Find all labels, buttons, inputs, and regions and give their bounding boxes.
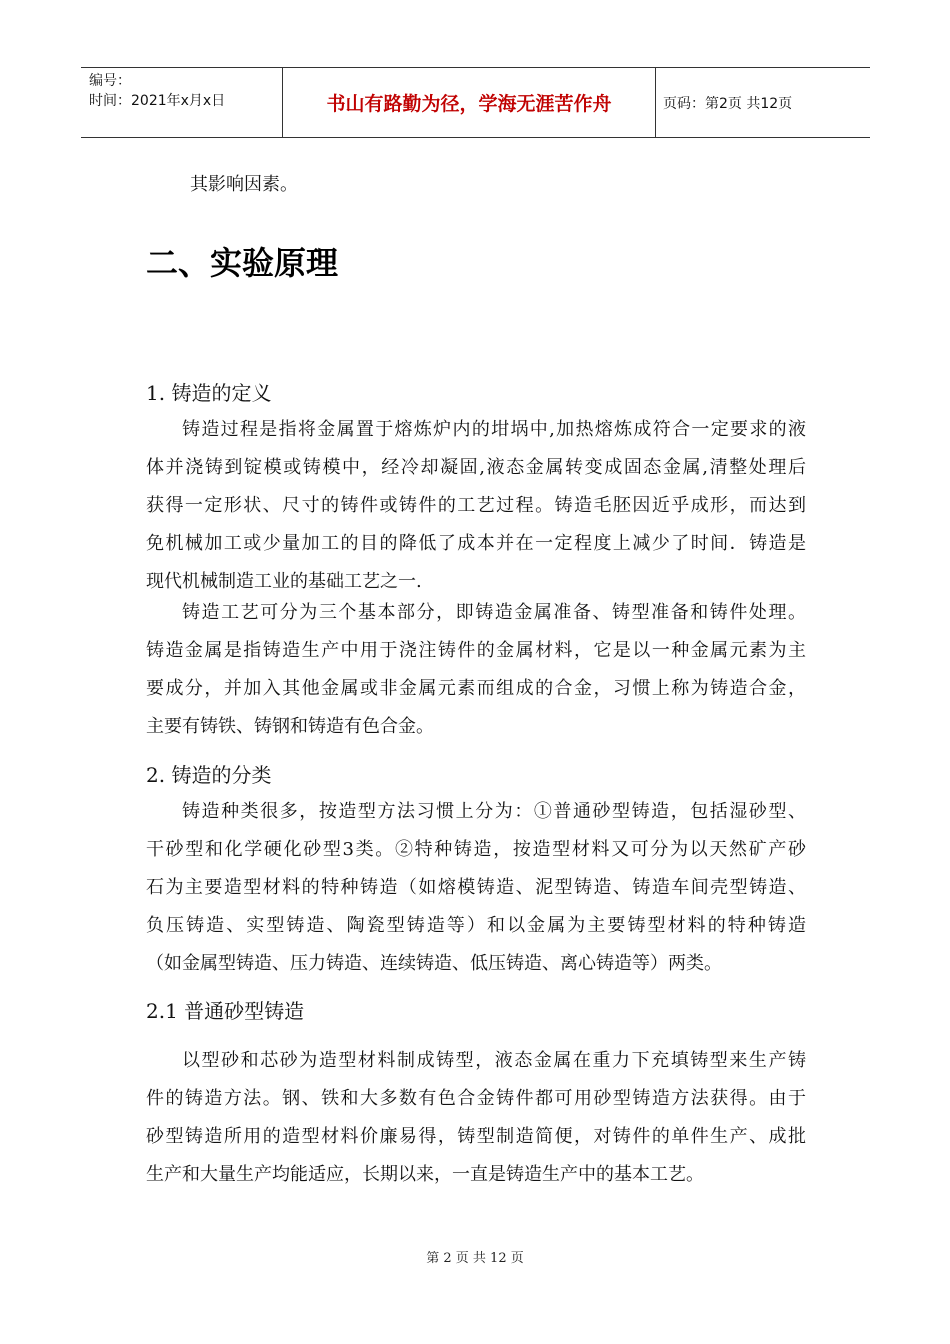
page-header — [81, 67, 870, 138]
paragraph-line: 干砂型和化学硬化砂型3类。②特种铸造，按造型材料又可分为以天然矿产砂 — [146, 839, 806, 860]
paragraph-line: 铸造种类很多，按造型方法习惯上分为：①普通砂型铸造，包括湿砂型、 — [182, 801, 806, 822]
header-page-info: 页码：第2页 共12页 — [663, 95, 793, 112]
subsection-heading-classification: 2. 铸造的分类 — [146, 763, 272, 787]
paragraph-line: 铸造金属是指铸造生产中用于浇注铸件的金属材料，它是以一种金属元素为主 — [146, 640, 806, 661]
section-title: 二、实验原理 — [146, 244, 339, 282]
paragraph-line: 免机械加工或少量加工的目的降低了成本并在一定程度上减少了时间．铸造是 — [146, 533, 806, 554]
paragraph-line: 要成分，并加入其他金属或非金属元素而组成的合金，习惯上称为铸造合金， — [146, 678, 806, 699]
paragraph-sand-casting — [146, 1042, 806, 1194]
header-motto: 书山有路勤为径，学海无涯苦作舟 — [326, 93, 612, 115]
paragraph-line: 体并浇铸到锭模或铸模中，经冷却凝固,液态金属转变成固态金属,清整处理后 — [146, 457, 806, 478]
paragraph-process — [146, 594, 806, 746]
paragraph-line: 获得一定形状、尺寸的铸件或铸件的工艺过程。铸造毛胚因近乎成形，而达到 — [146, 495, 806, 516]
paragraph-line: 件的铸造方法。钢、铁和大多数有色合金铸件都可用砂型铸造方法获得。由于 — [146, 1088, 806, 1109]
paragraph-line: 主要有铸铁、铸钢和铸造有色合金。 — [146, 716, 434, 737]
document-number-label: 编号： — [89, 73, 131, 89]
continuation-text: 其影响因素。 — [190, 174, 298, 195]
header-divider — [655, 68, 656, 137]
paragraph-line: 现代机械制造工业的基础工艺之一. — [146, 571, 422, 592]
paragraph-line: 铸造过程是指将金属置于熔炼炉内的坩埚中,加热熔炼成符合一定要求的液 — [182, 419, 806, 440]
document-time-label: 时间：2021年x月x日 — [89, 93, 226, 109]
header-meta — [89, 71, 279, 111]
subsection-heading-definition: 1. 铸造的定义 — [146, 381, 272, 405]
paragraph-line: 生产和大量生产均能适应，长期以来，一直是铸造生产中的基本工艺。 — [146, 1164, 704, 1185]
page-footer: 第 2 页 共 12 页 — [426, 1251, 524, 1266]
subsection-heading-sand-casting: 2.1 普通砂型铸造 — [146, 999, 305, 1023]
paragraph-line: 负压铸造、实型铸造、陶瓷型铸造等）和以金属为主要铸型材料的特种铸造 — [146, 915, 806, 936]
paragraph-line: 铸造工艺可分为三个基本部分，即铸造金属准备、铸型准备和铸件处理。 — [182, 602, 806, 623]
paragraph-line: 以型砂和芯砂为造型材料制成铸型，液态金属在重力下充填铸型来生产铸 — [182, 1050, 806, 1071]
paragraph-classification — [146, 793, 806, 983]
paragraph-line: （如金属型铸造、压力铸造、连续铸造、低压铸造、离心铸造等）两类。 — [146, 953, 722, 974]
paragraph-line: 石为主要造型材料的特种铸造（如熔模铸造、泥型铸造、铸造车间壳型铸造、 — [146, 877, 806, 898]
paragraph-line: 砂型铸造所用的造型材料价廉易得，铸型制造简便，对铸件的单件生产、成批 — [146, 1126, 806, 1147]
paragraph-definition — [146, 411, 806, 601]
